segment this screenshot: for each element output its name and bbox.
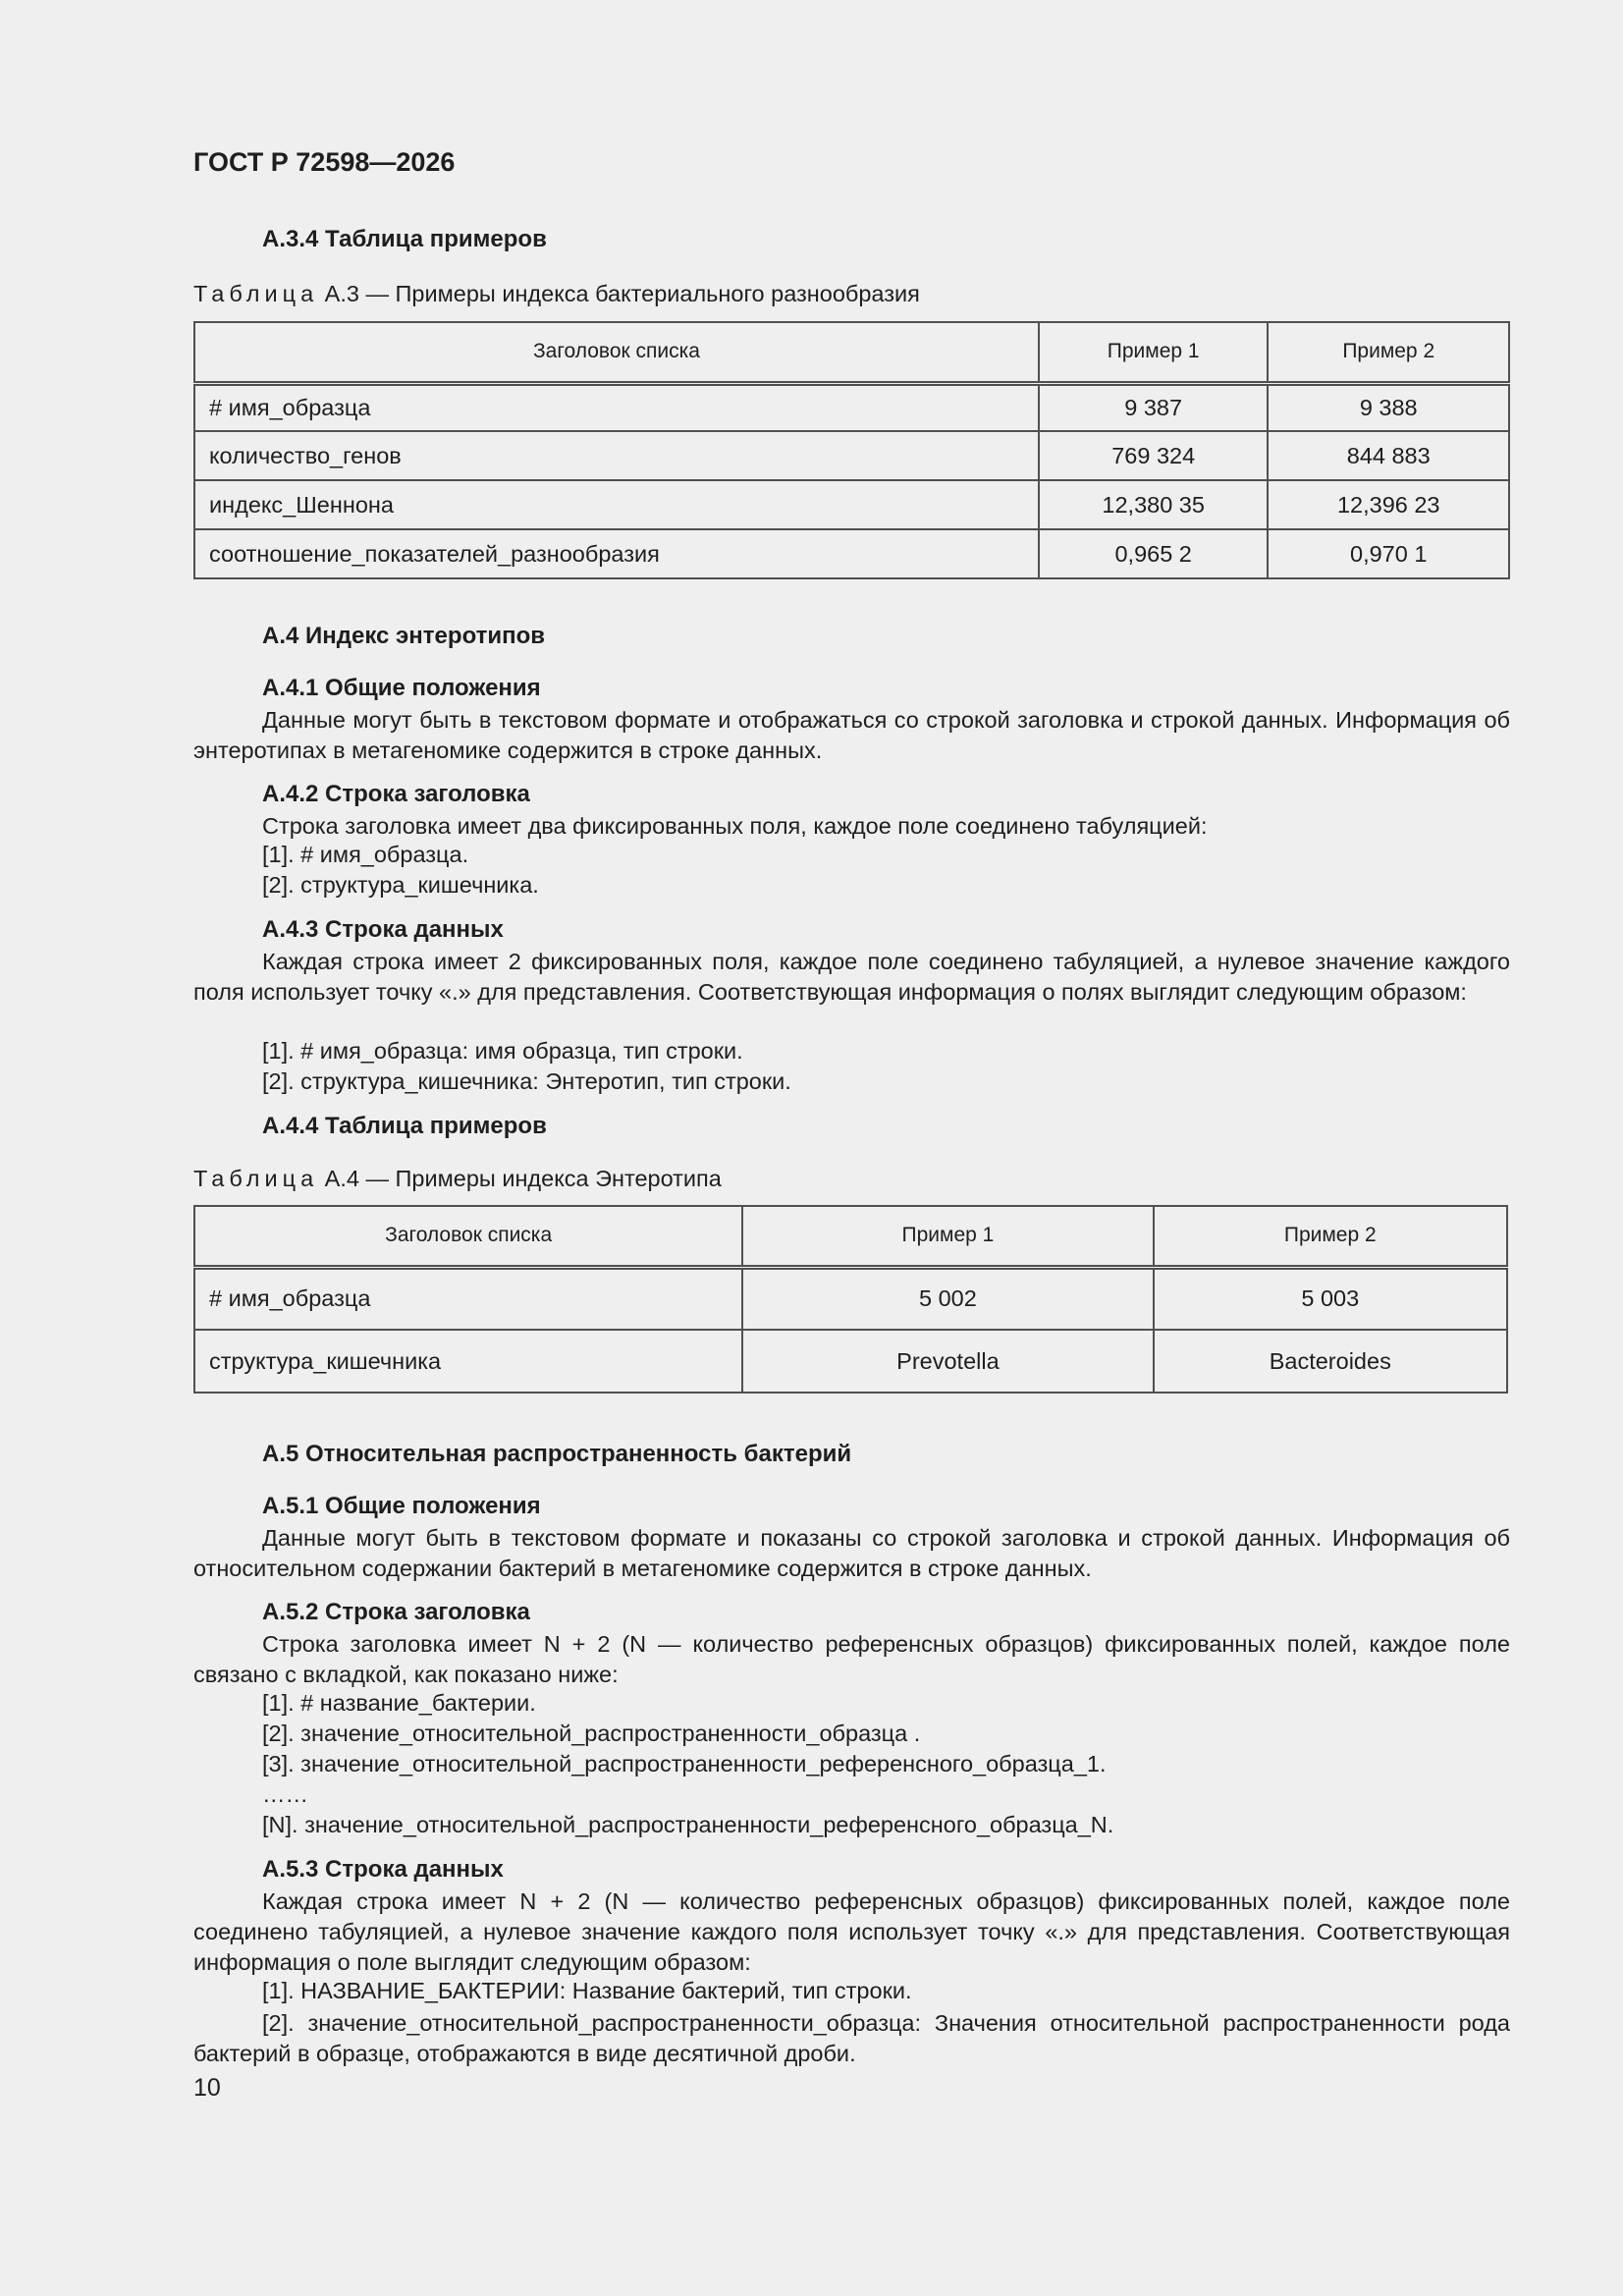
section-a51-paragraph: [193, 1523, 1510, 1584]
table-row: [194, 383, 1509, 431]
section-a52-text: Строка заголовка имеет N + 2 (N — количество референсных образцов) фиксированных полей, каждое поле связано с вкладкой, как показано ниже:: [193, 1631, 1510, 1687]
section-a53-paragraph: [193, 1886, 1510, 1978]
table-row: [194, 1267, 1507, 1330]
table-a3-caption-text: А.3 — Примеры индекса бактериального разнообразия: [318, 281, 920, 306]
table-a4-caption-prefix: Таблица: [193, 1166, 319, 1191]
table-header-cell: Пример 2: [1268, 322, 1509, 383]
section-a44-title: А.4.4 Таблица примеров: [262, 1113, 547, 1139]
table-row: [194, 431, 1509, 480]
section-a41-title: А.4.1 Общие положения: [262, 675, 541, 701]
table-cell: количество_генов: [194, 431, 1039, 480]
section-a41-paragraph: [193, 705, 1510, 766]
table-cell: Prevotella: [742, 1330, 1153, 1393]
table-header-cell: Пример 1: [742, 1206, 1153, 1267]
table-cell: 5 002: [742, 1267, 1153, 1330]
section-a43-title: А.4.3 Строка данных: [262, 916, 504, 943]
list-item: [1]. НАЗВАНИЕ_БАКТЕРИИ: Название бактерий, тип строки.: [262, 1978, 912, 2003]
section-a42-paragraph: [193, 811, 1510, 842]
section-a42-title: А.4.2 Строка заголовка: [262, 781, 530, 807]
section-a53-item2: [193, 2008, 1510, 2069]
list-item: [N]. значение_относительной_распространенности_референсного_образца_N.: [262, 1812, 1114, 1837]
table-cell: 9 388: [1268, 383, 1509, 431]
table-cell: # имя_образца: [194, 383, 1039, 431]
table-cell: # имя_образца: [194, 1267, 742, 1330]
section-a52-title: А.5.2 Строка заголовка: [262, 1599, 530, 1625]
table-cell: 0,965 2: [1039, 529, 1269, 578]
list-item: [2]. значение_относительной_распространенности_образца: Значения относительной распространенности рода бактерий в образце, отображаются в виде десятичной дроби.: [193, 2010, 1510, 2066]
table-cell: 844 883: [1268, 431, 1509, 480]
document-header: ГОСТ Р 72598—2026: [193, 147, 456, 177]
section-a53-text: Каждая строка имеет N + 2 (N — количество референсных образцов) фиксированных полей, каждое поле соединено табуляцией, а нулевое значение каждого поля использует точку «.» для представления. Соответствующая информация о поле выглядит следующим образом:: [193, 1888, 1510, 1975]
section-a43-text: Каждая строка имеет 2 фиксированных поля, каждое поле соединено табуляцией, а нулевое значение каждого поля использует точку «.» для представления. Соответствующая информация о полях выглядит следующим образом:: [193, 949, 1510, 1005]
table-a3-caption-prefix: Таблица: [193, 281, 319, 306]
section-a41-text: Данные могут быть в текстовом формате и отображаться со строкой заголовка и строкой данных. Информация об энтеротипах в метагеномике содержится в строке данных.: [193, 707, 1510, 763]
section-a53-title: А.5.3 Строка данных: [262, 1856, 504, 1883]
list-item: [2]. структура_кишечника.: [262, 872, 539, 898]
section-a43-paragraph: [193, 947, 1510, 1008]
section-a42-text: Строка заголовка имеет два фиксированных поля, каждое поле соединено табуляцией:: [262, 813, 1208, 839]
section-a52-paragraph: [193, 1629, 1510, 1690]
table-cell: структура_кишечника: [194, 1330, 742, 1393]
table-row: [194, 480, 1509, 529]
list-item: [1]. # название_бактерии.: [262, 1690, 536, 1716]
list-item: [3]. значение_относительной_распространенности_референсного_образца_1.: [262, 1751, 1107, 1777]
table-header-cell: Заголовок списка: [194, 322, 1039, 383]
table-a3-caption: [193, 281, 920, 307]
table-header-cell: Пример 2: [1154, 1206, 1507, 1267]
table-row: [194, 1330, 1507, 1393]
list-item: [1]. # имя_образца.: [262, 842, 469, 867]
table-cell: индекс_Шеннона: [194, 480, 1039, 529]
table-a4-caption: [193, 1166, 722, 1192]
table-header-row: [194, 322, 1509, 383]
table-header-cell: Заголовок списка: [194, 1206, 742, 1267]
page-number: 10: [193, 2074, 221, 2102]
section-a51-text: Данные могут быть в текстовом формате и показаны со строкой заголовка и строкой данных. Информация об относительном содержании бактерий в метагеномике содержится в строке данных.: [193, 1525, 1510, 1581]
list-item: [2]. значение_относительной_распространенности_образца .: [262, 1721, 921, 1746]
table-header-row: [194, 1206, 1507, 1267]
table-cell: 0,970 1: [1268, 529, 1509, 578]
table-header-cell: Пример 1: [1039, 322, 1269, 383]
table-row: [194, 529, 1509, 578]
section-a34-title: А.3.4 Таблица примеров: [262, 226, 547, 252]
list-item: [1]. # имя_образца: имя образца, тип строки.: [262, 1038, 743, 1064]
table-a4: [193, 1205, 1508, 1394]
table-cell: соотношение_показателей_разнообразия: [194, 529, 1039, 578]
table-cell: 769 324: [1039, 431, 1269, 480]
table-cell: 12,380 35: [1039, 480, 1269, 529]
list-item: [2]. структура_кишечника: Энтеротип, тип строки.: [262, 1068, 791, 1094]
table-cell: Bacteroides: [1154, 1330, 1507, 1393]
table-cell: 12,396 23: [1268, 480, 1509, 529]
section-a5-title: А.5 Относительная распространенность бактерий: [262, 1441, 852, 1467]
table-cell: 9 387: [1039, 383, 1269, 431]
table-a3: [193, 321, 1510, 579]
section-a4-title: А.4 Индекс энтеротипов: [262, 623, 546, 649]
table-a4-caption-text: А.4 — Примеры индекса Энтеротипа: [318, 1166, 722, 1191]
table-cell: 5 003: [1154, 1267, 1507, 1330]
section-a51-title: А.5.1 Общие положения: [262, 1493, 541, 1519]
list-item-ellipsis: ……: [262, 1781, 308, 1807]
